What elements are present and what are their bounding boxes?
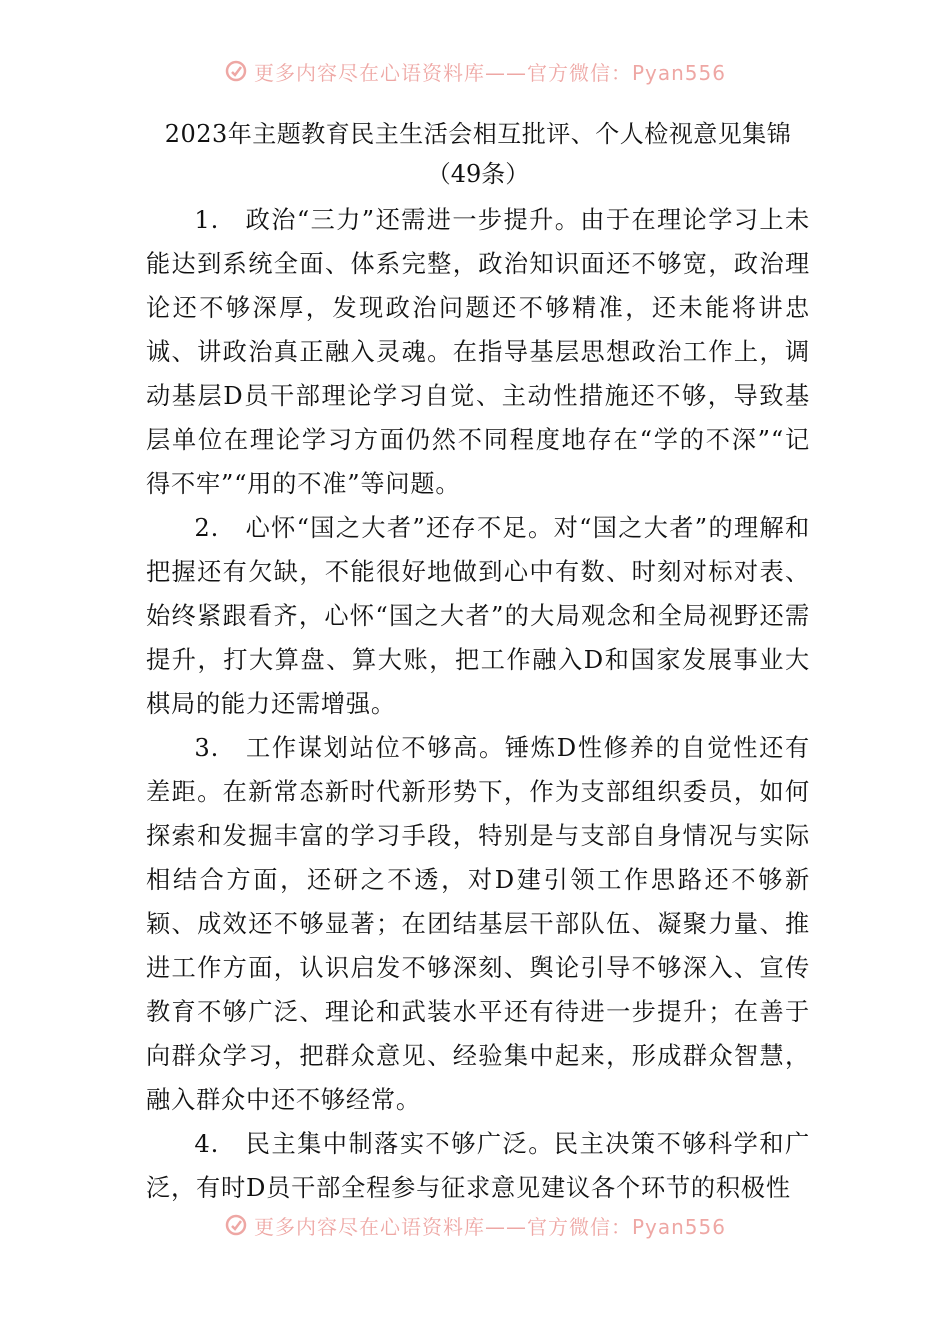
item-number: 2. xyxy=(194,514,220,542)
item-number: 1. xyxy=(194,206,220,234)
item-text: 心怀“国之大者”还存不足。对“国之大者”的理解和把握还有欠缺，不能很好地做到心中有数、时刻对标对表、始终紧跟看齐，心怀“国之大者”的大局观念和全局视野还需提升，打大算盘、算大账，把工作融入D和国家发展事业大棋局的能力还需增强。 xyxy=(146,514,810,718)
item-number: 3. xyxy=(194,734,220,762)
document-title: 2023年主题教育民主生活会相互批评、个人检视意见集锦 xyxy=(164,120,792,148)
watermark-text: 更多内容尽在心语资料库——官方微信：Pyan556 xyxy=(253,1214,726,1239)
watermark-text: 更多内容尽在心语资料库——官方微信：Pyan556 xyxy=(253,60,726,85)
list-item xyxy=(146,1122,810,1210)
watermark-logo-icon xyxy=(224,59,248,83)
list-item xyxy=(146,198,810,506)
watermark-footer xyxy=(0,1210,950,1240)
watermark-logo-icon xyxy=(224,1213,248,1237)
item-number: 4. xyxy=(194,1130,220,1158)
document-subtitle: （49条） xyxy=(426,160,530,188)
item-text: 政治“三力”还需进一步提升。由于在理论学习上未能达到系统全面、体系完整，政治知识面还不够宽，政治理论还不够深厚，发现政治问题还不够精准，还未能将讲忠诚、讲政治真正融入灵魂。在指导基层思想政治工作上，调动基层D员干部理论学习自觉、主动性措施还不够，导致基层单位在理论学习方面仍然不同程度地存在“学的不深”“记得不牢”“用的不准”等问题。 xyxy=(146,206,810,498)
document-body xyxy=(146,114,810,1210)
item-text: 工作谋划站位不够高。锤炼D性修养的自觉性还有差距。在新常态新时代新形势下，作为支部组织委员，如何探索和发掘丰富的学习手段，特别是与支部自身情况与实际相结合方面，还研之不透，对D建引领工作思路还不够新颖、成效还不够显著；在团结基层干部队伍、凝聚力量、推进工作方面，认识启发不够深刻、舆论引导不够深入、宣传教育不够广泛、理论和武装水平还有待进一步提升；在善于向群众学习，把群众意见、经验集中起来，形成群众智慧，融入群众中还不够经常。 xyxy=(146,734,810,1114)
watermark-header xyxy=(0,56,950,86)
list-item xyxy=(146,726,810,1122)
list-item xyxy=(146,506,810,726)
item-text: 民主集中制落实不够广泛。民主决策不够科学和广泛，有时D员干部全程参与征求意见建议各个环节的积极性 xyxy=(146,1130,810,1202)
